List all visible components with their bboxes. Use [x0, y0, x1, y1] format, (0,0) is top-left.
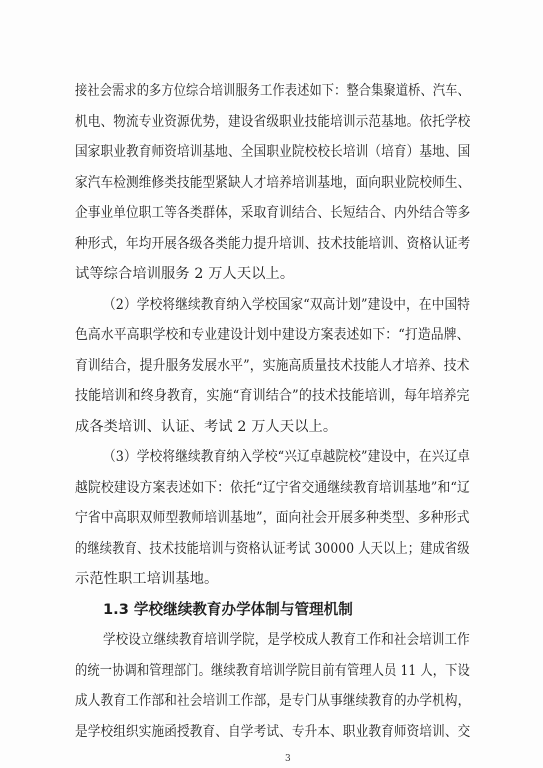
- body-line-3: 国家职业教育师资培训基地、全国职业院校校长培训（培育）基地、国: [75, 144, 471, 160]
- body-line-9: 色高水平高职学校和专业建设计划中建设方案表述如下：“打造品牌、: [75, 327, 470, 343]
- body-line-4: 家汽车检测维修类技能型紧缺人才培养培训基地，面向职业院校师生、: [75, 175, 471, 191]
- body-line-12: 成各类培训、认证、考试 2 万人天以上。: [75, 419, 338, 435]
- section-heading: 1.3 学校继续教育办学体制与管理机制: [103, 601, 353, 618]
- paragraph-3-first-line: （3）学校将继续教育纳入学校“兴辽卓越院校”建设中，在兴辽卓: [103, 449, 471, 465]
- body-line-11: 技能培训和终身教育，实施“育训结合”的技术技能培训，每年培养完: [75, 388, 470, 404]
- body-line-5: 企事业单位职工等各类群体，采取育训结合、长短结合、内外结合等多: [75, 205, 471, 221]
- body-line-6: 种形式，年均开展各级各类能力提升培训、技术技能培训、资格认证考: [75, 236, 471, 252]
- body-line-21: 是学校组织实施函授教育、自学考试、专升本、职业教育师资培训、交: [75, 724, 471, 740]
- body-line-16: 的继续教育、技术技能培训与资格认证考试 30000 人天以上；建成省级: [75, 541, 470, 557]
- paragraph-2-first-line: （2）学校将继续教育纳入学校国家“双高计划”建设中，在中国特: [103, 297, 471, 313]
- body-line-10: 育训结合，提升服务发展水平”，实施高质量技术技能人才培养、技术: [75, 358, 470, 374]
- body-line-15: 宁省中高职双师型教师培训基地”，面向社会开展多种类型、多种形式: [75, 510, 470, 526]
- page-number: 3: [285, 754, 291, 764]
- body-line-17: 示范性职工培训基地。: [75, 571, 219, 587]
- body-line-19: 的统一协调和管理部门。继续教育培训学院目前有管理人员 11 人，下设: [75, 663, 470, 679]
- body-line-14: 越院校建设方案表述如下：依托“辽宁省交通继续教育培训基地”和“辽: [75, 480, 470, 496]
- paragraph-4-first-line: 学校设立继续教育培训学院，是学校成人教育工作和社会培训工作: [103, 632, 470, 648]
- body-line-7: 试等综合培训服务 2 万人天以上。: [75, 266, 295, 282]
- body-line-1: 接社会需求的多方位综合培训服务工作表述如下：整合集聚道桥、汽车、: [75, 83, 470, 99]
- body-line-2: 机电、物流专业资源优势，建设省级职业技能培训示范基地。依托学校: [75, 114, 471, 130]
- body-line-20: 成人教育工作部和社会培训工作部，是专门从事继续教育的办学机构，: [75, 693, 471, 709]
